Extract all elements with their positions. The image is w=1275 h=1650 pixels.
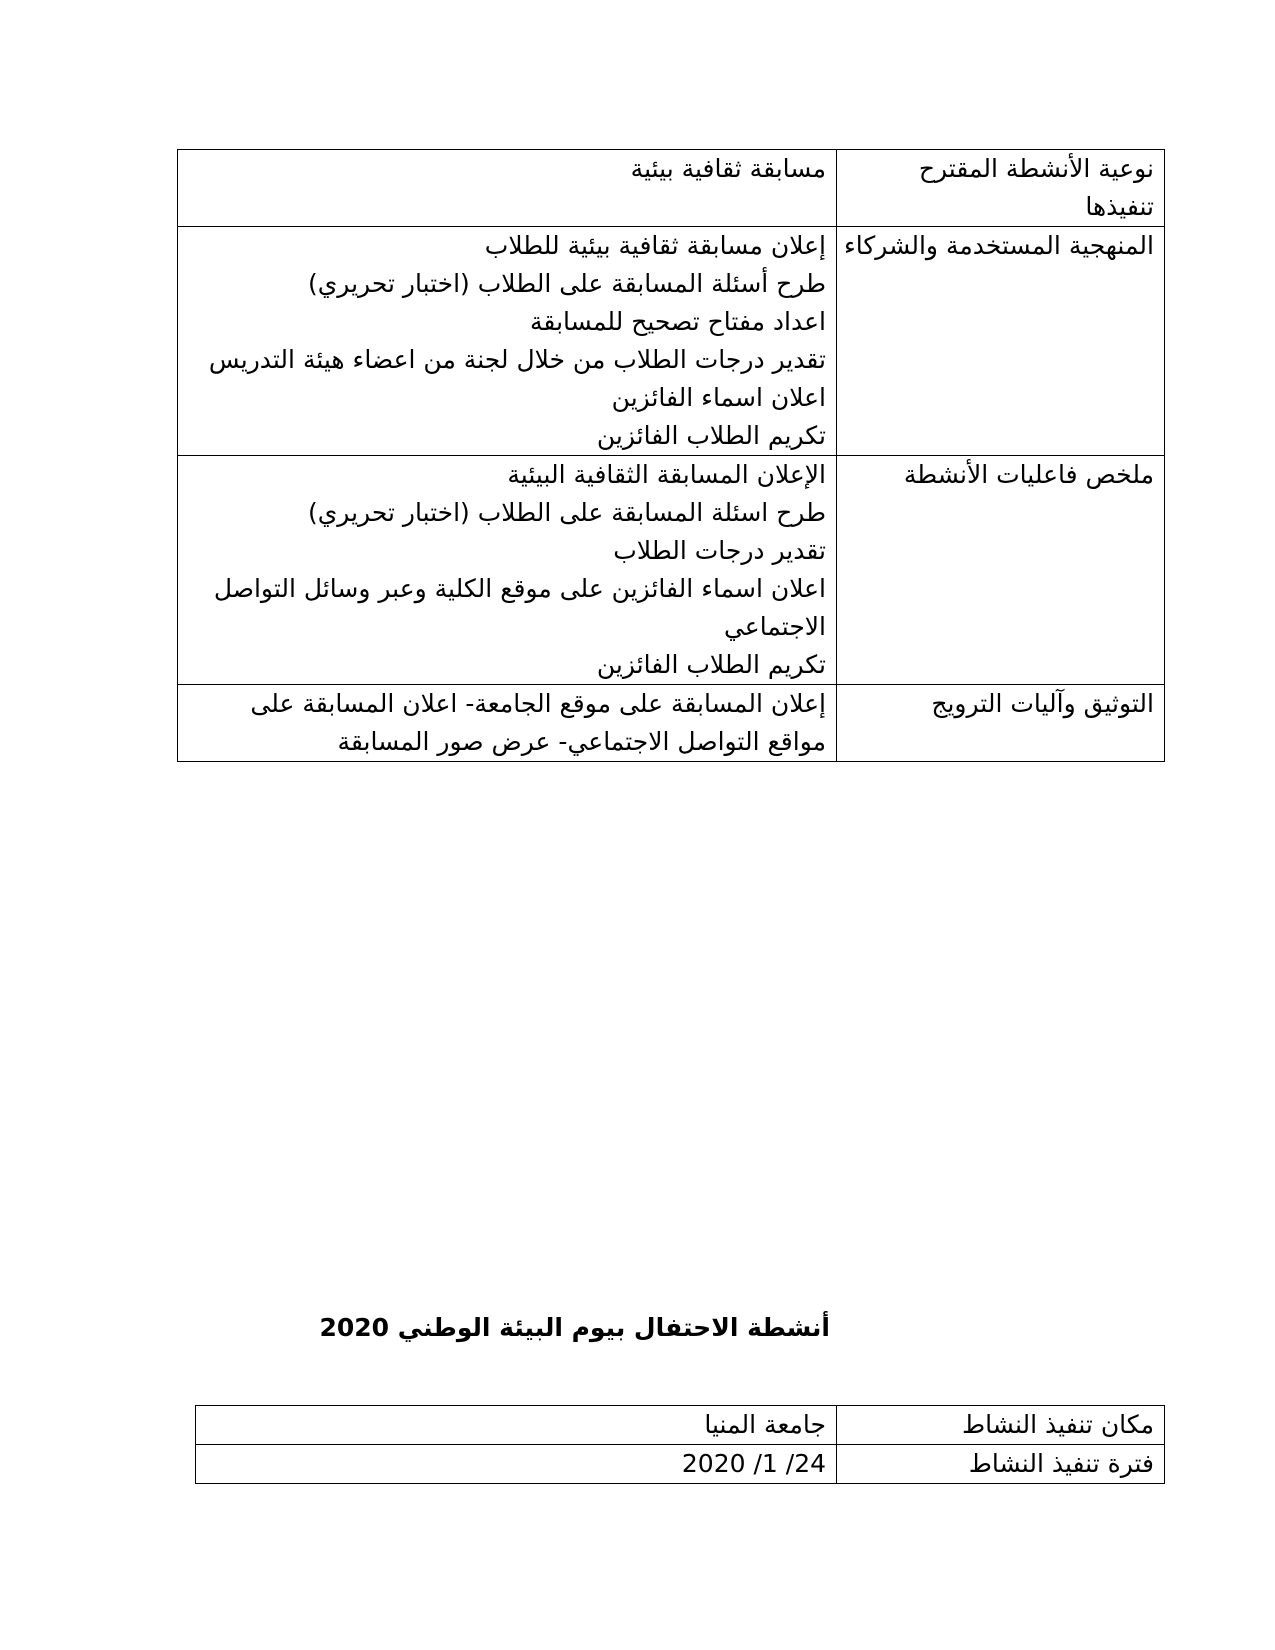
- row-label: [837, 685, 1165, 762]
- label-text: فترة تنفيذ النشاط: [968, 1449, 1154, 1478]
- row-label: [837, 150, 1165, 227]
- label-text: نوعية الأنشطة المقترح تنفيذها: [918, 154, 1154, 221]
- value-line: اعداد مفتاح تصحيح للمسابقة: [530, 307, 826, 336]
- value-line: اعلان اسماء الفائزين: [611, 383, 826, 412]
- value-line: اعلان اسماء الفائزين على موقع الكلية وعبر وسائل التواصل الاجتماعي: [213, 574, 826, 641]
- value-line: تقدير درجات الطلاب: [613, 536, 826, 565]
- row-label: [837, 1445, 1165, 1484]
- label-text: التوثيق وآليات الترويج: [931, 689, 1154, 718]
- table-row: [196, 1445, 1165, 1484]
- table-row: [196, 1406, 1165, 1445]
- value-line: تكريم الطلاب الفائزين: [596, 650, 826, 679]
- section-title: أنشطة الاحتفال بيوم البيئة الوطني 2020: [319, 1313, 830, 1342]
- label-text: مكان تنفيذ النشاط: [961, 1410, 1154, 1439]
- value-text: 24/ 1/ 2020: [681, 1449, 826, 1478]
- table-row: [178, 685, 1165, 762]
- value-line: إعلان مسابقة ثقافية بيئية للطلاب: [484, 231, 826, 260]
- value-line: تكريم الطلاب الفائزين: [596, 421, 826, 450]
- table-row: [178, 456, 1165, 685]
- row-value: [178, 685, 837, 762]
- row-label: [837, 456, 1165, 685]
- value-line: طرح أسئلة المسابقة على الطلاب (اختبار تحريري): [307, 269, 826, 298]
- row-value: [178, 456, 837, 685]
- value-line: إعلان المسابقة على موقع الجامعة- اعلان المسابقة على مواقع التواصل الاجتماعي- عرض صور المسابقة: [250, 689, 826, 756]
- activities-table: [177, 149, 1165, 762]
- value-line: مسابقة ثقافية بيئية: [630, 154, 826, 183]
- value-line: طرح اسئلة المسابقة على الطلاب (اختبار تحريري): [307, 498, 826, 527]
- row-label: [837, 1406, 1165, 1445]
- row-value: [196, 1445, 837, 1484]
- row-value: [178, 227, 837, 456]
- row-value: [196, 1406, 837, 1445]
- row-label: [837, 227, 1165, 456]
- label-text: ملخص فاعليات الأنشطة: [903, 460, 1154, 489]
- info-table: [195, 1405, 1165, 1484]
- value-line: الإعلان المسابقة الثقافية البيئية: [507, 460, 826, 489]
- value-text: جامعة المنيا: [704, 1410, 826, 1439]
- row-value: [178, 150, 837, 227]
- table-row: [178, 227, 1165, 456]
- table-row: [178, 150, 1165, 227]
- label-text: المنهجية المستخدمة والشركاء: [844, 231, 1154, 260]
- value-line: تقدير درجات الطلاب من خلال لجنة من اعضاء هيئة التدريس: [208, 345, 826, 374]
